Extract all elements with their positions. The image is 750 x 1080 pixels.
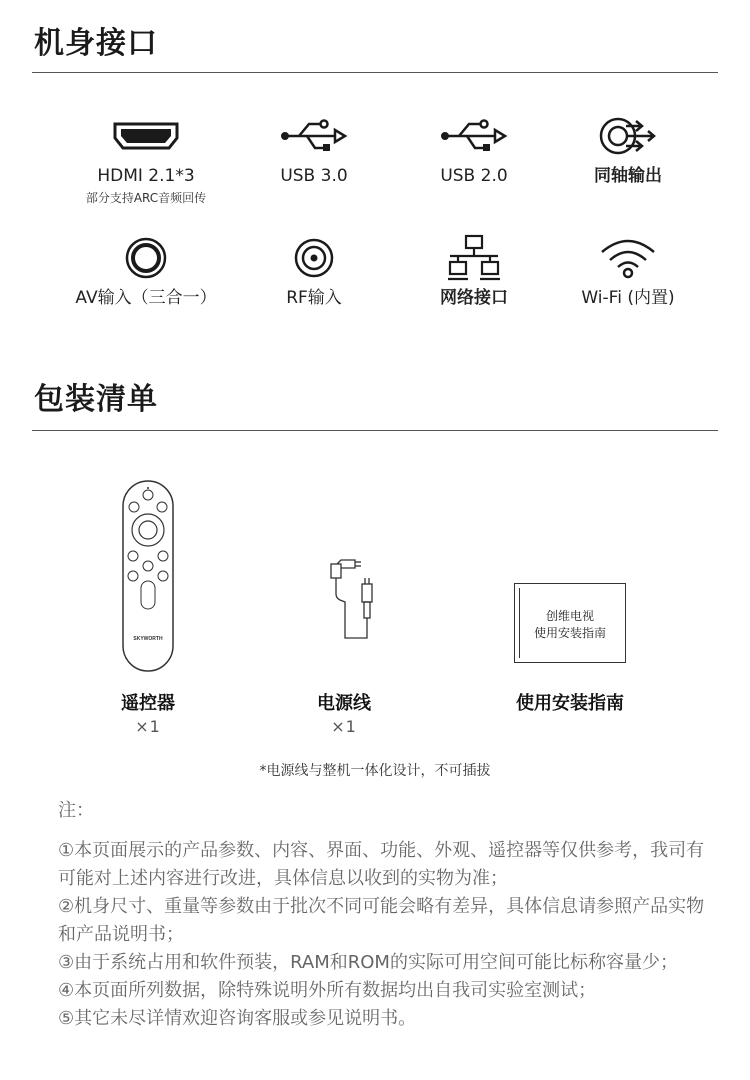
port-wifi [548,232,708,309]
remote-control-icon [120,478,176,674]
remote-brand: SKYWORTH [133,636,163,642]
usb-icon [279,116,349,156]
note-item: ④本页面所列数据，除特殊说明外所有数据均出自我司实验室测试； [58,980,597,1001]
wifi-icon [598,236,658,280]
manual-cover-text: 创维电视 [545,609,594,623]
package-item-remote [88,478,208,738]
note-item: ③由于系统占用和软件预装，RAM和ROM的实际可用空间可能比标称容量少； [58,952,678,973]
network-port-icon [446,234,502,282]
port-label: 网络接口 [440,288,508,308]
manual-cover-text: 使用安装指南 [533,626,606,640]
section-divider [32,430,718,431]
port-av [66,232,226,309]
port-coaxial [548,110,708,187]
power-cord-note: *电源线与整机一体化设计，不可插拔 [259,763,491,779]
port-label: USB 2.0 [440,166,508,186]
package-section-title: 包装清单 [34,382,158,417]
power-cord-icon [309,478,379,674]
package-item-power-cord [284,478,404,738]
usb-icon [439,116,509,156]
port-usb3 [234,110,394,187]
port-label: Wi-Fi (内置) [581,288,675,308]
note-item: ②机身尺寸、重量等参数由于批次不同可能会略有差异，具体信息请参照产品实物和产品说明书； [58,896,705,945]
hdmi-icon [111,116,181,156]
port-label: 同轴输出 [594,166,662,186]
package-item-name: 遥控器 [121,693,175,714]
note-item: ⑤其它未尽详情欢迎咨询客服或参见说明书。 [58,1008,417,1029]
package-item-name: 使用安装指南 [516,693,624,714]
port-network [394,232,554,309]
ports-section-title: 机身接口 [34,26,158,61]
port-hdmi [66,110,226,206]
port-label: RF输入 [286,288,342,308]
port-label: AV输入（三合一） [75,288,217,308]
coaxial-output-icon [596,114,660,158]
rf-input-icon [292,236,336,280]
section-divider [32,72,718,73]
package-item-manual [500,478,640,716]
package-item-name: 电源线 [317,693,371,714]
package-item-qty: ×1 [135,717,161,736]
port-label: USB 3.0 [280,166,348,186]
av-input-icon [124,236,168,280]
package-item-qty: ×1 [331,717,357,736]
note-item: ①本页面展示的产品参数、内容、界面、功能、外观、遥控器等仅供参考，我司有 可能对上述内容进行改进，具体信息以收到的实物为准； [58,840,705,889]
manual-icon [514,583,626,663]
port-rf [234,232,394,309]
port-label: HDMI 2.1*3 [97,166,195,186]
notes-heading: 注： [58,800,94,821]
port-sublabel: 部分支持ARC音频回传 [85,191,207,205]
notes [58,797,708,1033]
port-usb2 [394,110,554,187]
